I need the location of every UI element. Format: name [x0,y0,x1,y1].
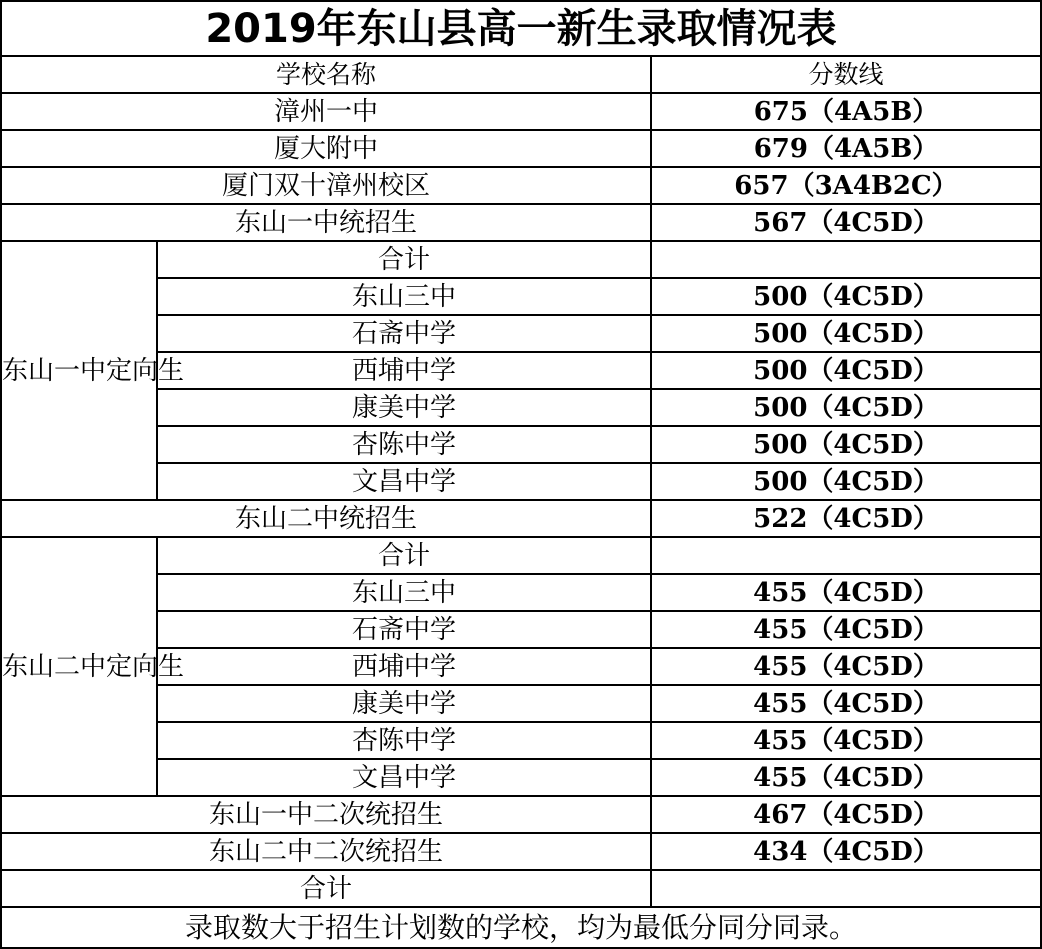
group2-total-score [651,537,1041,574]
group2-total-label: 合计 [157,537,651,574]
table-row [1,833,1041,870]
table-row [1,130,1041,167]
table-row [1,796,1041,833]
school-name-cell: 东山一中统招生 [1,204,651,241]
score-cell: 455（4C5D） [651,611,1041,648]
school-name-cell: 文昌中学 [157,759,651,796]
school-name-cell: 厦大附中 [1,130,651,167]
group2-total-row [1,537,1041,574]
grand-total-row [1,870,1041,907]
score-line-header: 分数线 [651,56,1041,93]
table-row [1,463,1041,500]
school-name-cell: 石斋中学 [157,611,651,648]
table-row [1,500,1041,537]
school-name-cell: 康美中学 [157,389,651,426]
score-cell: 522（4C5D） [651,500,1041,537]
table-row [1,278,1041,315]
school-name-cell: 文昌中学 [157,463,651,500]
group1-total-label: 合计 [157,241,651,278]
table-row [1,611,1041,648]
table-title: 2019年东山县高一新生录取情况表 [1,1,1041,56]
score-cell: 455（4C5D） [651,722,1041,759]
score-cell: 455（4C5D） [651,648,1041,685]
school-name-cell: 东山一中二次统招生 [1,796,651,833]
table-row [1,204,1041,241]
header-row [1,56,1041,93]
score-cell: 500（4C5D） [651,352,1041,389]
score-cell: 455（4C5D） [651,759,1041,796]
school-name-cell: 东山二中统招生 [1,500,651,537]
school-name-cell: 东山三中 [157,574,651,611]
footer-row [1,907,1041,948]
school-name-cell: 西埔中学 [157,352,651,389]
table-row [1,722,1041,759]
table-row [1,426,1041,463]
score-cell: 500（4C5D） [651,426,1041,463]
table-row [1,167,1041,204]
table-row [1,759,1041,796]
school-name-header: 学校名称 [1,56,651,93]
school-name-cell: 杏陈中学 [157,722,651,759]
group1-total-row [1,241,1041,278]
score-cell: 455（4C5D） [651,685,1041,722]
table-row [1,389,1041,426]
score-cell: 679（4A5B） [651,130,1041,167]
table-row [1,93,1041,130]
table-row [1,685,1041,722]
table-row [1,315,1041,352]
school-name-cell: 厦门双十漳州校区 [1,167,651,204]
grand-total-score [651,870,1041,907]
group1-label: 东山一中定向生 [1,241,157,500]
school-name-cell: 康美中学 [157,685,651,722]
group1-total-score [651,241,1041,278]
score-cell: 500（4C5D） [651,278,1041,315]
group2-label: 东山二中定向生 [1,537,157,796]
score-cell: 467（4C5D） [651,796,1041,833]
score-cell: 675（4A5B） [651,93,1041,130]
score-cell: 455（4C5D） [651,574,1041,611]
school-name-cell: 西埔中学 [157,648,651,685]
school-name-cell: 漳州一中 [1,93,651,130]
score-cell: 500（4C5D） [651,389,1041,426]
score-cell: 500（4C5D） [651,315,1041,352]
school-name-cell: 东山二中二次统招生 [1,833,651,870]
score-cell: 567（4C5D） [651,204,1041,241]
score-cell: 434（4C5D） [651,833,1041,870]
footer-note: 录取数大于招生计划数的学校，均为最低分同分同录。 [1,907,1041,948]
score-cell: 500（4C5D） [651,463,1041,500]
grand-total-label: 合计 [1,870,651,907]
school-name-cell: 石斋中学 [157,315,651,352]
table-row [1,574,1041,611]
school-name-cell: 东山三中 [157,278,651,315]
school-name-cell: 杏陈中学 [157,426,651,463]
title-row [1,1,1041,56]
score-cell: 657（3A4B2C） [651,167,1041,204]
